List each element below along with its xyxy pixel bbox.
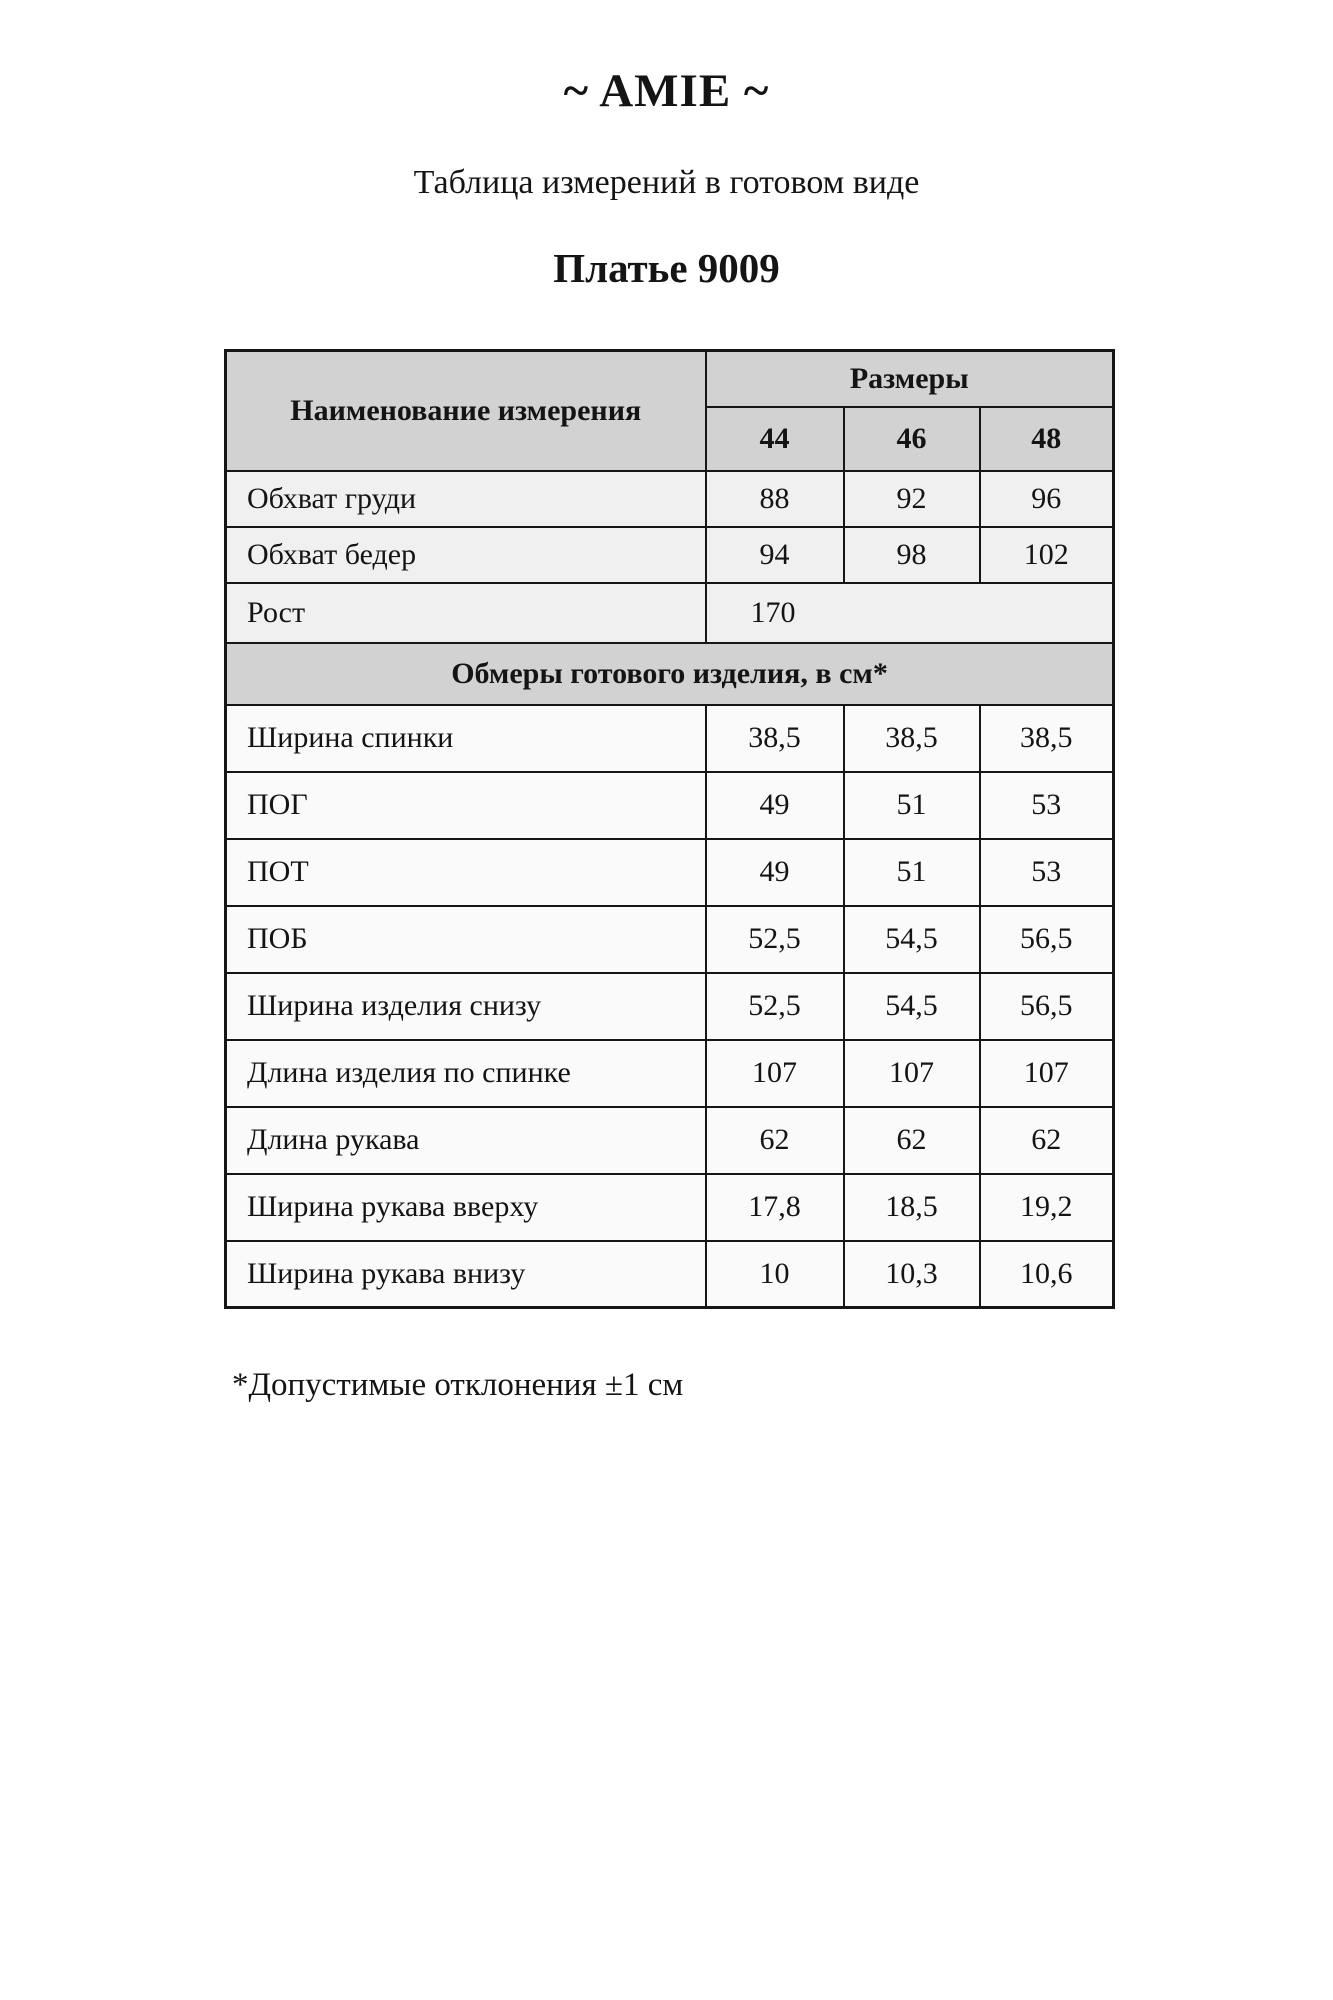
table-row-height [226, 583, 1114, 643]
measurement-label: ПОТ [226, 839, 706, 906]
measurement-value-merged: 170 [706, 583, 1114, 643]
measurement-value: 18,5 [844, 1174, 980, 1241]
measurement-value: 56,5 [980, 906, 1114, 973]
measurement-label: ПОГ [226, 772, 706, 839]
table-row-pob [226, 906, 1114, 973]
measurement-label: Ширина рукава внизу [226, 1241, 706, 1308]
measurement-value: 62 [844, 1107, 980, 1174]
footnote: *Допустимые отклонения ±1 см [232, 1367, 684, 1403]
measurement-value: 51 [844, 839, 980, 906]
measurement-value: 52,5 [706, 973, 844, 1040]
measurement-value: 51 [844, 772, 980, 839]
measurement-value: 49 [706, 839, 844, 906]
table-row-sleeve-length [226, 1107, 1114, 1174]
table-row-sleeve-width-bottom [226, 1241, 1114, 1308]
measurement-value: 56,5 [980, 973, 1114, 1040]
table-row-chest-girth [226, 471, 1114, 527]
table-row-pog [226, 772, 1114, 839]
measurement-value: 107 [706, 1040, 844, 1107]
measurement-value: 94 [706, 527, 844, 583]
table-row-pot [226, 839, 1114, 906]
measurement-value: 102 [980, 527, 1114, 583]
measurement-label: Ширина спинки [226, 705, 706, 772]
measurement-value: 10,3 [844, 1241, 980, 1308]
table-row-back-length [226, 1040, 1114, 1107]
measurement-value: 53 [980, 839, 1114, 906]
table-header-row-sizes-group [226, 351, 1114, 407]
column-header-sizes-group: Размеры [706, 351, 1114, 407]
measurement-value: 38,5 [844, 705, 980, 772]
measurement-value: 62 [980, 1107, 1114, 1174]
measurement-value: 10,6 [980, 1241, 1114, 1308]
measurement-value: 54,5 [844, 906, 980, 973]
measurement-value: 52,5 [706, 906, 844, 973]
column-header-measurement-name: Наименование измерения [226, 351, 706, 471]
measurement-value: 19,2 [980, 1174, 1114, 1241]
measurement-value: 92 [844, 471, 980, 527]
measurement-value: 17,8 [706, 1174, 844, 1241]
measurement-label: Длина рукава [226, 1107, 706, 1174]
measurement-value: 54,5 [844, 973, 980, 1040]
table-section-header-row [226, 643, 1114, 705]
table-row-bottom-width [226, 973, 1114, 1040]
measurement-value: 107 [844, 1040, 980, 1107]
measurement-value: 53 [980, 772, 1114, 839]
table-row-back-width [226, 705, 1114, 772]
table-row-hip-girth [226, 527, 1114, 583]
measurement-label: Рост [226, 583, 706, 643]
measurement-label: Длина изделия по спинке [226, 1040, 706, 1107]
brand-title: ~ AMIE ~ [563, 65, 770, 117]
measurement-value: 107 [980, 1040, 1114, 1107]
measurement-label: Обхват груди [226, 471, 706, 527]
measurement-value: 62 [706, 1107, 844, 1174]
measurements-table [224, 349, 1115, 1309]
measurement-label: Ширина рукава вверху [226, 1174, 706, 1241]
measurement-value: 88 [706, 471, 844, 527]
section-header: Обмеры готового изделия, в см* [226, 643, 1114, 705]
measurement-value: 98 [844, 527, 980, 583]
size-column-header-48: 48 [980, 407, 1114, 471]
measurement-value: 49 [706, 772, 844, 839]
measurement-value: 38,5 [980, 705, 1114, 772]
measurement-label: ПОБ [226, 906, 706, 973]
page-subtitle: Таблица измерений в готовом виде [413, 164, 920, 201]
measurement-value: 38,5 [706, 705, 844, 772]
size-column-header-46: 46 [844, 407, 980, 471]
table-row-sleeve-width-top [226, 1174, 1114, 1241]
measurement-value: 96 [980, 471, 1114, 527]
measurement-value: 10 [706, 1241, 844, 1308]
measurement-label: Ширина изделия снизу [226, 973, 706, 1040]
product-title: Платье 9009 [553, 245, 780, 291]
measurement-label: Обхват бедер [226, 527, 706, 583]
size-column-header-44: 44 [706, 407, 844, 471]
